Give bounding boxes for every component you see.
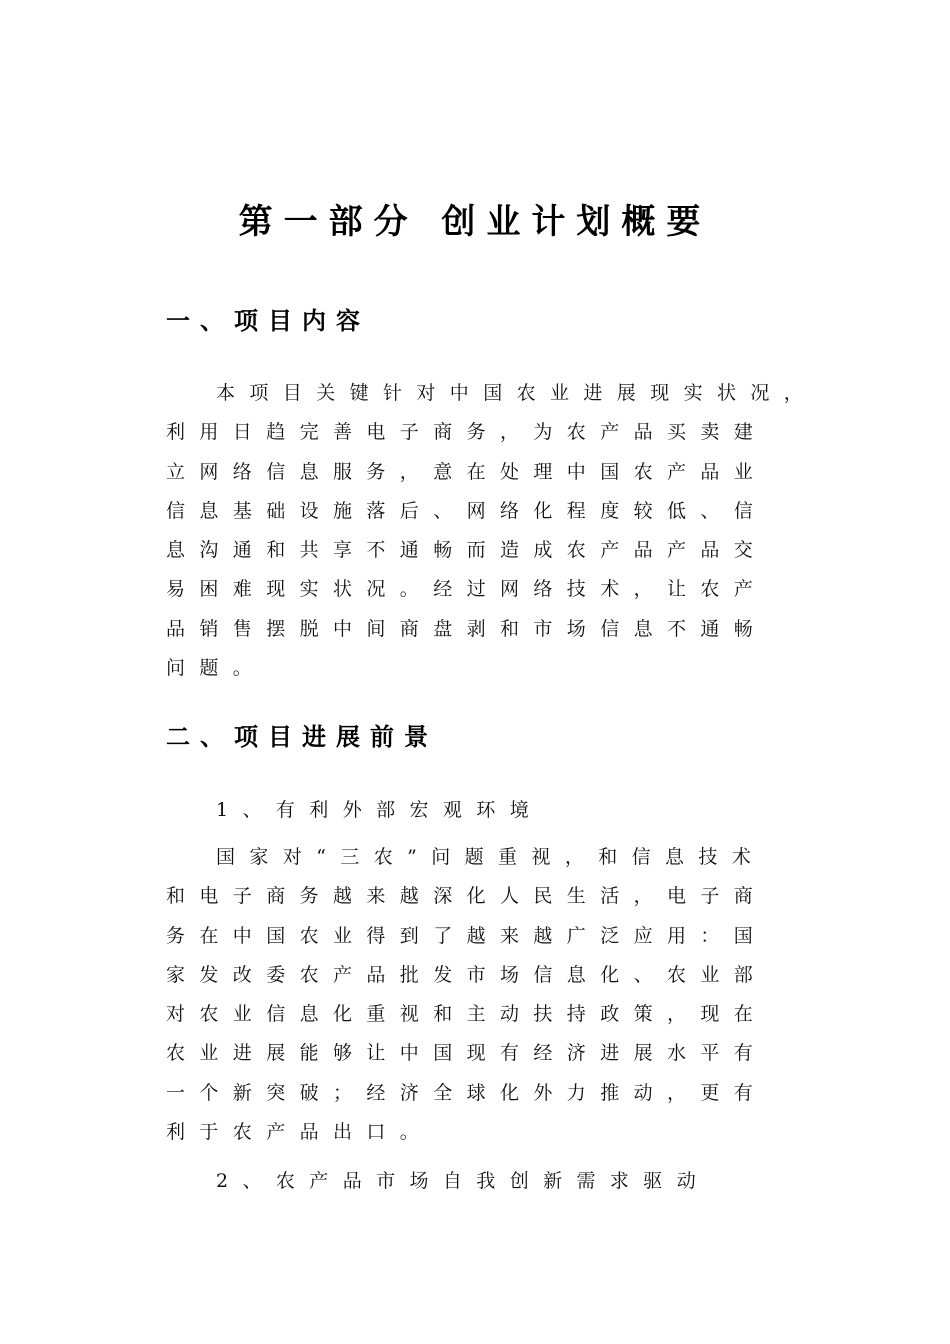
paragraph-line: 务在中国农业得到了越来越广泛应用：国 — [166, 924, 768, 947]
paragraph-line: 利于农产品出口。 — [166, 1121, 434, 1144]
paragraph-project-content — [166, 374, 817, 688]
paragraph-line: 对农业信息化重视和主动扶持政策，现在 — [166, 1003, 768, 1026]
subheading-macro-environment: 1、有利外部宏观环境 — [216, 799, 544, 821]
section-heading-development-prospects: 二、项目进展前景 — [166, 723, 438, 751]
paragraph-line: 农业进展能够让中国现有经济进展水平有 — [166, 1042, 768, 1065]
paragraph-line: 问题。 — [166, 657, 267, 680]
paragraph-line: 家发改委农产品批发市场信息化、农业部 — [166, 963, 768, 986]
paragraph-line: 立网络信息服务，意在处理中国农产品业 — [166, 460, 768, 483]
paragraph-line: 信息基础设施落后、网络化程度较低、信 — [166, 499, 768, 522]
paragraph-line: 易困难现实状况。经过网络技术，让农产 — [166, 578, 768, 601]
paragraph-line: 利用日趋完善电子商务，为农产品买卖建 — [166, 421, 768, 444]
paragraph-line: 一个新突破；经济全球化外力推动，更有 — [166, 1081, 768, 1104]
paragraph-macro-environment — [166, 838, 767, 1152]
subheading-market-innovation: 2、农产品市场自我创新需求驱动 — [216, 1170, 711, 1192]
paragraph-line: 本项目关键针对中国农业进展现实状况， — [216, 382, 818, 404]
paragraph-line: 品销售摆脱中间商盘剥和市场信息不通畅 — [166, 617, 768, 640]
page-title: 第一部分 创业计划概要 — [238, 202, 712, 242]
paragraph-line: 国家对“三农”问题重视，和信息技术 — [216, 846, 766, 868]
section-heading-project-content: 一、项目内容 — [166, 307, 370, 335]
paragraph-line: 息沟通和共享不通畅而造成农产品产品交 — [166, 539, 768, 562]
paragraph-line: 和电子商务越来越深化人民生活，电子商 — [166, 885, 768, 908]
